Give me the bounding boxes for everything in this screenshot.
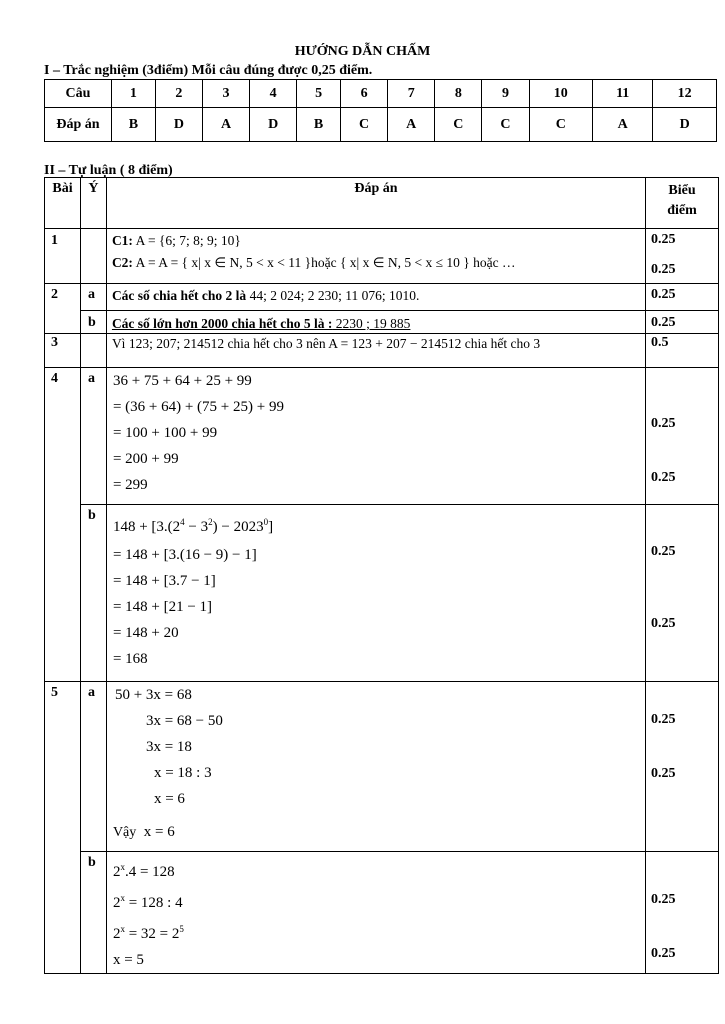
q5b-line: x = 5	[112, 952, 144, 968]
q5b-line1-rest: .4 = 128	[124, 864, 175, 880]
q5b-answer	[106, 852, 645, 974]
q4a-line: = 100 + 100 + 99	[112, 425, 218, 441]
q4b-first-exp1: 4	[180, 517, 185, 527]
question-number: 1	[112, 80, 156, 108]
q5b-score-1: 0.25	[651, 892, 676, 907]
q4b-first-exp3: 0	[263, 517, 269, 527]
header-bieu-diem-line1: Biểu	[668, 183, 696, 198]
q5b-line	[113, 854, 645, 885]
answer-cell: C	[341, 108, 388, 142]
q2a-answer	[106, 284, 645, 311]
answer-cell: B	[112, 108, 156, 142]
part1-heading: I – Trắc nghiệm (3điểm) Mỗi câu đúng được 0,25 điểm.	[44, 63, 373, 78]
q4a-answer	[106, 368, 645, 505]
q4b-line: = 148 + [3.(16 − 9) − 1]	[112, 547, 257, 563]
q4b-first-pre: 148 + [3.(2	[112, 519, 181, 535]
q4b-first-line	[113, 507, 645, 542]
q1-score-2: 0.25	[651, 262, 676, 277]
q5a-answer	[106, 682, 645, 852]
answer-cell: D	[653, 108, 717, 142]
q5a-line: 3x = 18	[145, 739, 192, 755]
answer-cell: A	[593, 108, 653, 142]
q4b-first-mid: − 3	[184, 519, 209, 535]
q5a-conclusion	[113, 819, 645, 846]
q5a-line: 50 + 3x = 68	[114, 687, 192, 703]
question-number: 5	[297, 80, 341, 108]
q1-score	[646, 229, 719, 284]
header-bieu-diem	[646, 178, 719, 229]
q4a-line: 36 + 75 + 64 + 25 + 99	[112, 373, 252, 389]
q2b-score: 0.25	[646, 311, 719, 334]
q4b-line: = 168	[112, 651, 148, 667]
row-label: Đáp án	[45, 108, 112, 142]
q5b-line2-exp: x	[120, 893, 125, 903]
q1-c1	[112, 232, 645, 250]
q5a-line: 3x = 68 − 50	[145, 713, 223, 729]
question-number: 6	[341, 80, 388, 108]
q1-sub-empty	[80, 229, 106, 284]
question-number: 3	[202, 80, 249, 108]
q5a-score	[646, 682, 719, 852]
q4a-line: = 200 + 99	[112, 451, 179, 467]
answer-cell: A	[202, 108, 249, 142]
q5b-line3-exp2: 5	[179, 924, 184, 934]
q4b-line: = 148 + 20	[112, 625, 179, 641]
header-bieu-diem-line2: điểm	[667, 203, 697, 218]
q5a-line: x = 6	[153, 791, 185, 807]
q4a-score-1: 0.25	[651, 416, 676, 431]
q3-sub-empty	[80, 334, 106, 368]
question-number: 9	[482, 80, 529, 108]
q5a-conclusion-value: x = 6	[143, 824, 175, 840]
q5b-line2-base: 2	[112, 895, 121, 911]
question-row	[45, 80, 717, 108]
q2b-answer	[106, 311, 645, 334]
question-number: 7	[388, 80, 435, 108]
q4b-answer	[106, 505, 645, 682]
q2a-label: a	[80, 284, 106, 311]
question-number: 8	[435, 80, 482, 108]
header-bai: Bài	[45, 178, 81, 229]
q2b-text: 2230 ; 19 885	[332, 316, 411, 331]
q2b-bold: Các số lớn hơn 2000 chia hết cho 5 là :	[111, 316, 333, 331]
q4b-score-2: 0.25	[651, 616, 676, 631]
q5b-line3-rest: = 32 = 2	[124, 926, 180, 942]
q5b-line	[113, 916, 645, 947]
q2-number: 2	[45, 284, 81, 334]
answer-cell: C	[435, 108, 482, 142]
q5a-score-1: 0.25	[651, 712, 676, 727]
q5a-label: a	[80, 682, 106, 852]
q4b-first-exp2: 2	[208, 517, 213, 527]
header-y: Ý	[80, 178, 106, 229]
q4b-line: = 148 + [3.7 − 1]	[112, 573, 216, 589]
q5b-line3-base: 2	[112, 926, 121, 942]
q5a-line: x = 18 : 3	[153, 765, 212, 781]
q2a-bold: Các số chia hết cho 2 là	[111, 288, 247, 303]
answer-cell: C	[529, 108, 593, 142]
q4b-first-post: ) − 2023	[212, 519, 264, 535]
q4b-line: = 148 + [21 − 1]	[112, 599, 213, 615]
q3-answer: Vì 123; 207; 214512 chia hết cho 3 nên A = 123 + 207 − 214512 chia hết cho 3	[106, 334, 645, 368]
q5-number: 5	[45, 682, 81, 974]
answer-key-table	[44, 79, 717, 142]
answer-row	[45, 108, 717, 142]
question-number: 4	[250, 80, 297, 108]
answer-cell: D	[250, 108, 297, 142]
question-number: 11	[593, 80, 653, 108]
q1-answer	[106, 229, 645, 284]
q4b-score-1: 0.25	[651, 544, 676, 559]
q5a-conclusion-word: Vậy	[112, 825, 137, 840]
q5b-line3-exp: x	[120, 924, 125, 934]
q5b-line1-exp: x	[120, 862, 125, 872]
answer-cell: D	[155, 108, 202, 142]
question-number: 10	[529, 80, 593, 108]
q2b-label: b	[80, 311, 106, 334]
q2a-score: 0.25	[646, 284, 719, 311]
q4a-score-2: 0.25	[651, 470, 676, 485]
q2a-text: 44; 2 024; 2 230; 11 076; 1010.	[246, 288, 420, 303]
q4b-row	[45, 505, 719, 682]
q4a-line: = 299	[112, 477, 148, 493]
q5b-line2-rest: = 128 : 4	[124, 895, 183, 911]
page-title: HƯỚNG DẪN CHẤM	[294, 44, 431, 59]
part2-heading: II – Tự luận ( 8 điểm)	[44, 163, 173, 178]
row-label: Câu	[45, 80, 112, 108]
header-dap-an: Đáp án	[106, 178, 645, 229]
question-number: 12	[653, 80, 717, 108]
q4b-score	[646, 505, 719, 682]
q5a-score-2: 0.25	[651, 766, 676, 781]
answer-cell: B	[297, 108, 341, 142]
q5b-score	[646, 852, 719, 974]
question-number: 2	[155, 80, 202, 108]
answer-cell: A	[388, 108, 435, 142]
q5b-label: b	[80, 852, 106, 974]
q4b-label: b	[80, 505, 106, 682]
q1-c2	[112, 254, 645, 272]
q1-c2-text: A = A = { x| x ∈ N, 5 < x < 11 }hoặc { x| x ∈ N, 5 < x ≤ 10 } hoặc …	[132, 255, 516, 270]
answer-cell: C	[482, 108, 529, 142]
q4a-score	[646, 368, 719, 505]
q1-c2-label: C2:	[111, 255, 133, 270]
q5b-score-2: 0.25	[651, 946, 676, 961]
q1-row	[45, 229, 719, 284]
q5b-row	[45, 852, 719, 974]
q3-number: 3	[45, 334, 81, 368]
table-header	[45, 178, 719, 229]
q3-score: 0.5	[646, 334, 719, 368]
q4a-line: = (36 + 64) + (75 + 25) + 99	[112, 399, 284, 415]
q5b-line	[113, 885, 645, 916]
q2b-row	[45, 311, 719, 334]
essay-table	[44, 177, 719, 974]
q4a-label: a	[80, 368, 106, 505]
q4-number: 4	[45, 368, 81, 682]
q2a-row	[45, 284, 719, 311]
q5b-line1-base: 2	[112, 864, 121, 880]
q1-c1-label: C1:	[111, 233, 133, 248]
q1-score-1: 0.25	[651, 232, 676, 247]
q4b-first-end: ]	[268, 519, 274, 535]
q4a-row	[45, 368, 719, 505]
q1-number: 1	[45, 229, 81, 284]
q5a-row	[45, 682, 719, 852]
q1-c1-text: A = {6; 7; 8; 9; 10}	[132, 233, 241, 248]
q3-row	[45, 334, 719, 368]
